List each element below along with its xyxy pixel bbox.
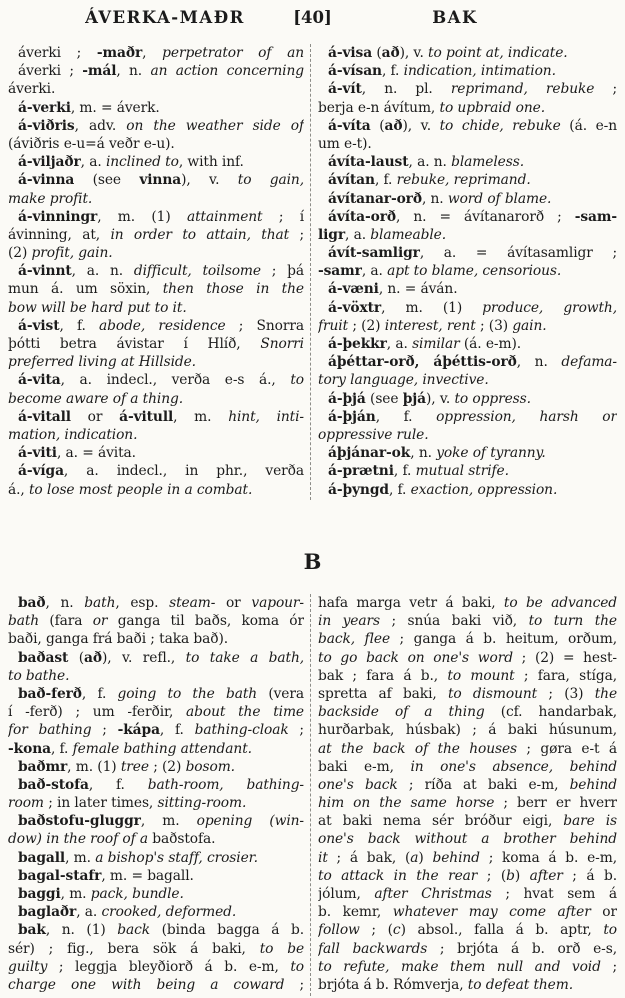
dictionary-line: for bathing ; -kápa, f. bathing-cloak ; [8,722,304,739]
dictionary-line: fruit ; (2) interest, rent ; (3) gain. [318,317,547,334]
dictionary-line: it ; á bak, (a) behind ; koma á b. e-m, [318,849,617,866]
dictionary-line: sér) ; fig., bera sök á baki, to be [8,940,304,957]
dictionary-line: ávítanar-orð, n. word of blame. [328,190,552,207]
section-b-heading: B [303,549,322,574]
dictionary-line: -kona, f. female bathing attendant. [8,740,252,757]
dictionary-line: á-vít, n. pl. reprimand, rebuke ; [328,81,617,98]
dictionary-line: -samr, a. apt to blame, censorious. [318,263,562,280]
dictionary-line: brjóta á b. Rómverja, to defeat them. [318,976,574,993]
dictionary-line: á-visa (að), v. to point at, indicate. [328,45,568,61]
dictionary-line: á-verki, m. = áverk. [18,99,160,116]
dictionary-line: baði, ganga frá baði ; taka bað). [8,631,229,648]
dictionary-line: á-vöxtr, m. (1) produce, growth, [328,299,617,316]
dictionary-line: á-viti, a. = ávita. [18,445,136,462]
dictionary-line: in years ; snúa baki við, to turn the [318,613,617,630]
dictionary-line: bagal-stafr, m. = bagall. [18,867,194,884]
dictionary-line: á-víga, a. indecl., in phr., verða [18,463,304,480]
dictionary-line: á-vitall or á-vitull, m. hint, inti- [18,408,304,425]
dictionary-line: á-vísan, f. indication, intimation. [328,63,556,80]
dictionary-line: um e-t). [318,135,372,152]
dictionary-line: hafa marga vetr á baki, to be advanced [318,595,617,611]
dictionary-line: preferred living at Hillside. [8,354,196,371]
dictionary-line: á-vist, f. abode, residence ; Snorra [18,317,304,334]
dictionary-line: charge one with being a coward ; [8,976,304,993]
dictionary-line: at baki nema sér bróður eigi, bare is [318,813,617,830]
dictionary-line: áverki ; -mál, n. an action concerning [18,63,304,80]
dictionary-line: ligr, a. blameable. [318,226,447,243]
dictionary-line: þótti betra ávistar í Hlíð, Snorri [8,336,304,352]
dictionary-line: back, flee ; ganga á b. heitum, orðum, [318,631,617,648]
column-bottom-right [318,594,617,996]
dictionary-line: mun á. um söxin, then those in the [8,281,304,298]
dictionary-line: á-vinnt, a. n. difficult, toilsome ; þá [18,263,304,280]
dictionary-line: guilty ; leggja bleyðiorð á b. e-m, to [8,958,304,975]
dictionary-line: áverki ; -maðr, perpetrator of an [18,45,304,61]
dictionary-line: bow will be hard put to it. [8,299,187,316]
column-divider [310,594,311,996]
dictionary-line: ávinning, at, in order to attain, that ; [8,226,304,243]
dictionary-line: áverki. [8,81,56,98]
dictionary-line: á-þján, f. oppression, harsh or [328,408,617,425]
dictionary-line: (áviðris e-u=á veðr e-u). [8,135,175,152]
dictionary-line: á-prætni, f. mutual strife. [328,463,509,480]
dictionary-line: dow) in the roof of a baðstofa. [8,831,216,848]
dictionary-line: bað-stofa, f. bath-room, bathing- [18,776,304,793]
dictionary-line: á-vinna (see vinna), v. to gain, [18,172,304,189]
page-header [0,8,625,32]
dictionary-line: bað, n. bath, esp. steam- or vapour- [18,595,304,611]
header-keyword-right: BAK [432,8,478,27]
dictionary-line: to bathe. [8,667,70,684]
dictionary-line: at the back of the houses ; gøra e-t á [318,740,617,757]
header-keyword-left: ÁVERKA-MAÐR [85,8,245,27]
section-b-entries [8,594,617,996]
dictionary-line: á., to lose most people in a combat. [8,481,253,498]
dictionary-line: become aware of a thing. [8,390,184,407]
dictionary-line: make profit. [8,190,93,207]
dictionary-line: bað-ferð, f. going to the bath (vera [18,685,304,702]
dictionary-line: á-viðris, adv. on the weather side of [18,117,304,134]
page-number: [40] [293,8,332,27]
dictionary-line: to attack in the rear ; (b) after ; á b. [318,867,617,884]
dictionary-line: á-víta (að), v. to chide, rebuke (á. e-n [328,117,617,134]
dictionary-line: mation, indication. [8,426,138,443]
dictionary-line: baðmr, m. (1) tree ; (2) bosom. [18,758,235,775]
dictionary-line: í -ferð) ; um -ferðir, about the time [8,704,304,721]
dictionary-line: oppressive rule. [318,426,429,443]
dictionary-line: ávíta-laust, a. n. blameless. [328,154,524,171]
dictionary-line: bak ; fara á b., to mount ; fara, stíga, [318,667,617,684]
dictionary-line: áþéttar-orð, áþéttis-orð, n. defama- [328,354,617,371]
dictionary-line: tory language, invective. [318,372,489,389]
dictionary-line: bak, n. (1) back (binda bagga á b. [18,922,304,939]
dictionary-line: jólum, after Christmas ; hvat sem á [318,886,617,902]
section-a-entries [8,44,617,500]
dictionary-line: hurðarbak, húsbak) ; á baki húsunum, [318,722,617,739]
dictionary-line: baki e-m, in one's absence, behind [318,758,617,775]
dictionary-line: b. kemr, whatever may come after or [318,904,617,921]
dictionary-line: ávít-samligr, a. = ávítasamligr ; [328,245,617,262]
dictionary-line: backside of a thing (cf. handarbak, [318,704,617,721]
dictionary-line: berja e-n ávítum, to upbraid one. [318,99,545,116]
dictionary-line: ávíta-orð, n. = ávítanarorð ; -sam- [328,208,617,225]
dictionary-line: one's back without a brother behind [318,831,617,848]
dictionary-line: ávítan, f. rebuke, reprimand. [328,172,531,189]
dictionary-line: á-vinningr, m. (1) attainment ; í [18,208,304,225]
dictionary-line: á-þjá (see þjá), v. to oppress. [328,390,531,407]
dictionary-line: room ; in later times, sitting-room. [8,795,247,812]
dictionary-line: to refute, make them null and void ; [318,958,617,975]
dictionary-line: baggi, m. pack, bundle. [18,886,184,902]
dictionary-line: (2) profit, gain. [8,245,113,262]
column-top-right [318,44,617,500]
dictionary-line: one's back ; ríða at baki e-m, behind [318,776,617,793]
dictionary-line: baðast (að), v. refl., to take a bath, [18,649,304,666]
dictionary-line: follow ; (c) absol., falla á b. aptr, to [318,922,617,939]
dictionary-line: fall backwards ; brjóta á b. orð e-s, [318,940,617,957]
dictionary-line: á-væni, n. = áván. [328,281,458,298]
dictionary-line: á-þyngd, f. exaction, oppression. [328,481,558,498]
column-divider [310,44,311,500]
dictionary-line: to go back on one's word ; (2) = hest- [318,649,617,666]
dictionary-line: á-viljaðr, a. inclined to, with inf. [18,154,244,171]
dictionary-line: spretta af baki, to dismount ; (3) the [318,685,617,702]
dictionary-line: áþjánar-ok, n. yoke of tyranny. [328,445,546,462]
dictionary-line: bath (fara or ganga til baðs, koma ór [8,613,304,630]
dictionary-line: á-þekkr, a. similar (á. e-m). [328,336,522,352]
dictionary-line: him on the same horse ; berr er hverr [318,795,617,812]
dictionary-line: á-vita, a. indecl., verða e-s á., to [18,372,304,389]
dictionary-line: baglaðr, a. crooked, deformed. [18,904,237,921]
dictionary-line: bagall, m. a bishop's staff, crosier. [18,849,258,866]
column-top-left [8,44,304,500]
column-bottom-left [8,594,304,996]
dictionary-line: baðstofu-gluggr, m. opening (win- [18,813,304,830]
